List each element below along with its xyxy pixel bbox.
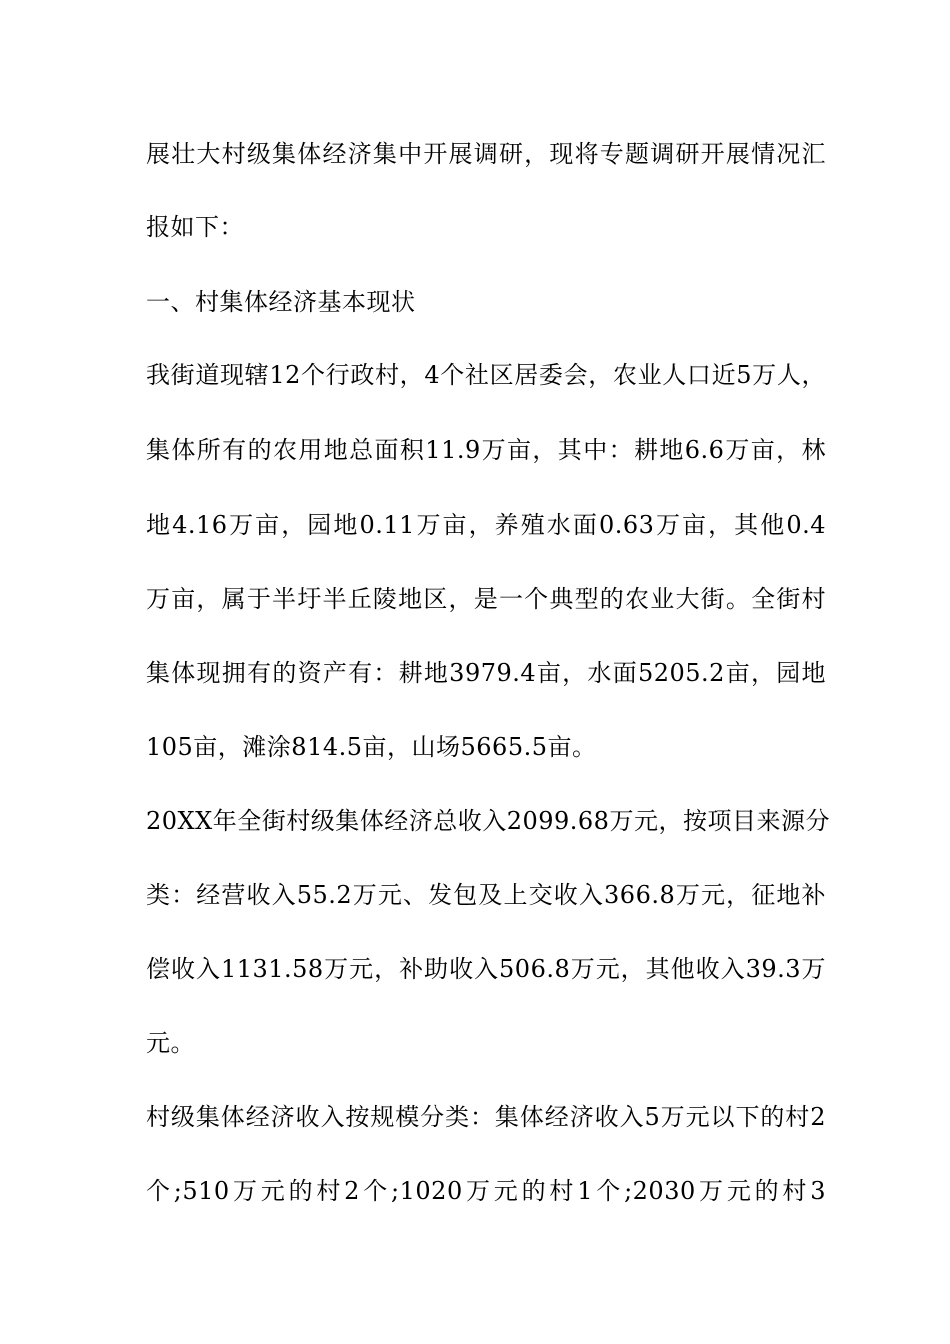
paragraph-line-4: 我街道现辖12个行政村，4个社区居委会，农业人口近5万人，: [146, 361, 826, 389]
paragraph-line-7: 万亩，属于半圩半丘陵地区，是一个典型的农业大街。全街村: [146, 585, 826, 613]
paragraph-line-12: 偿收入1131.58万元，补助收入506.8万元，其他收入39.3万: [146, 955, 826, 983]
paragraph-line-11: 类：经营收入55.2万元、发包及上交收入366.8万元，征地补: [146, 881, 826, 909]
paragraph-line-15: 个;510万元的村2个;1020万元的村1个;2030万元的村3: [146, 1177, 826, 1205]
paragraph-line-13: 元。: [146, 1029, 195, 1057]
paragraph-line-1: 展壮大村级集体经济集中开展调研，现将专题调研开展情况汇: [146, 140, 826, 168]
paragraph-line-6: 地4.16万亩，园地0.11万亩，养殖水面0.63万亩，其他0.4: [146, 511, 826, 539]
paragraph-line-9: 105亩，滩涂814.5亩，山场5665.5亩。: [146, 733, 597, 761]
paragraph-line-10: 20XX年全街村级集体经济总收入2099.68万元，按项目来源分: [146, 807, 830, 835]
paragraph-line-2: 报如下：: [146, 213, 244, 241]
section-heading: 一、村集体经济基本现状: [146, 288, 416, 316]
paragraph-line-14: 村级集体经济收入按规模分类：集体经济收入5万元以下的村2: [146, 1103, 826, 1131]
paragraph-line-5: 集体所有的农用地总面积11.9万亩，其中：耕地6.6万亩，林: [146, 436, 826, 464]
paragraph-line-8: 集体现拥有的资产有：耕地3979.4亩，水面5205.2亩，园地: [146, 659, 826, 687]
